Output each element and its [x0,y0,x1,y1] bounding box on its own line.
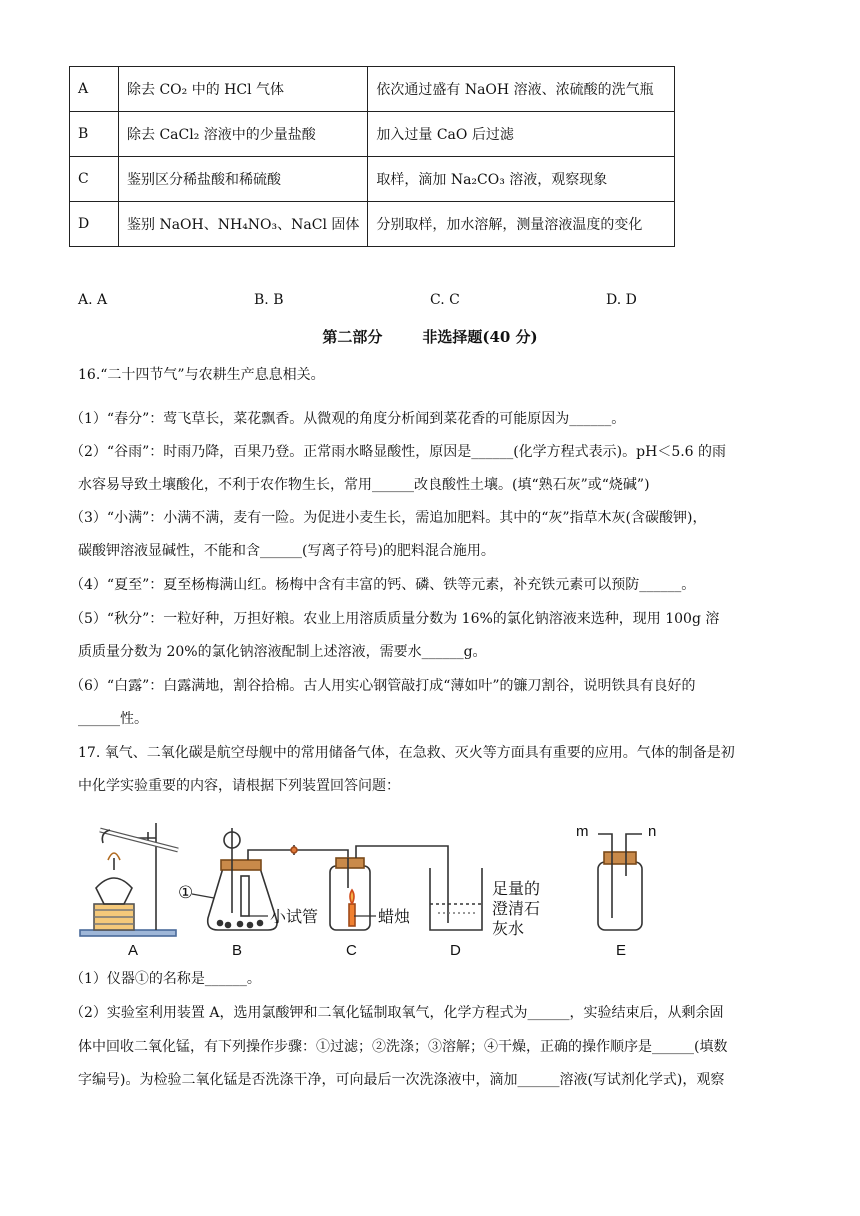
row-method: 依次通过盛有 NaOH 溶液、浓硫酸的洗气瓶 [368,67,675,112]
row-purpose: 除去 CO₂ 中的 HCl 气体 [119,67,368,112]
label-n: n [648,823,657,840]
row-purpose: 鉴别区分稀盐酸和稀硫酸 [119,157,368,202]
label-a: A [128,942,139,959]
label-b: B [232,942,243,959]
row-method: 加入过量 CaO 后过滤 [368,112,675,157]
q16-part-6: （6）“白露”：白露满地，割谷拾棉。古人用实心钢管敲打成“薄如叶”的镰刀割谷，说明铁具有良好的 [70,678,696,694]
row-letter: B [70,112,119,157]
section-heading [0,326,860,347]
row-letter: D [70,202,119,247]
choice-c[interactable]: C. C [430,292,460,308]
table-row [70,202,675,247]
row-letter: A [70,67,119,112]
label-d: D [450,942,461,959]
q16-part-3: （3）“小满”：小满不满，麦有一险。为促进小麦生长，需追加肥料。其中的“灰”指草木灰(含碳酸钾)， [70,510,707,526]
q16-part-5-cont: 质质量分数为 20%的氯化钠溶液配制上述溶液，需要水______g。 [78,644,487,660]
choice-d[interactable]: D. D [606,292,637,308]
question-17-stem-cont: 中化学实验重要的内容，请根据下列装置回答问题： [78,778,400,794]
q16-part-2-cont: 水容易导致土壤酸化，不利于农作物生长，常用______改良酸性土壤。(填“熟石灰”或“烧碱”) [78,477,650,493]
options-table [69,66,675,247]
question-16-stem: 16.“二十四节气”与农耕生产息息相关。 [78,367,325,383]
label-c: C [346,942,357,959]
q16-part-4: （4）“夏至”：夏至杨梅满山红。杨梅中含有丰富的钙、磷、铁等元素，补充铁元素可以预防______。 [70,577,696,593]
q17-part-2-cont-1: 体中回收二氧化锰，有下列操作步骤：①过滤；②洗涤；③溶解；④干燥，正确的操作顺序是______(填数 [78,1039,728,1055]
label-m: m [576,823,589,840]
q16-part-6-cont: ______性。 [78,711,148,727]
choice-a[interactable]: A. A [78,292,108,308]
label-small-tube: 小试管 [270,909,319,926]
label-limewater-3: 灰水 [492,921,525,938]
row-purpose: 鉴别 NaOH、NH₄NO₃、NaCl 固体 [119,202,368,247]
row-method: 分别取样，加水溶解，测量溶液温度的变化 [368,202,675,247]
choice-b[interactable]: B. B [254,292,284,308]
label-candle: 蜡烛 [378,909,411,926]
row-method: 取样，滴加 Na₂CO₃ 溶液，观察现象 [368,157,675,202]
apparatus-figure [78,818,698,960]
table-row [70,67,675,112]
label-e: E [616,942,627,959]
question-17-stem: 17. 氧气、二氧化碳是航空母舰中的常用储备气体，在急救、灭火等方面具有重要的应用。气体的制备是初 [78,745,735,761]
row-letter: C [70,157,119,202]
q17-part-1: （1）仪器①的名称是______。 [70,971,261,987]
table-row [70,157,675,202]
row-purpose: 除去 CaCl₂ 溶液中的少量盐酸 [119,112,368,157]
section-part: 第二部分 [322,328,383,346]
label-limewater-2: 澄清石 [492,901,541,918]
label-circle-1: ① [178,883,194,902]
q16-part-1: （1）“春分”：莺飞草长，菜花飘香。从微观的角度分析闻到菜花香的可能原因为______。 [70,411,626,427]
section-title: 非选择题(40 分) [422,328,538,346]
table-row [70,112,675,157]
q17-part-2-cont-2: 字编号)。为检验二氧化锰是否洗涤干净，可向最后一次洗涤液中，滴加______溶液(写试剂化学式)，观察 [78,1072,725,1088]
q16-part-2: （2）“谷雨”：时雨乃降，百果乃登。正常雨水略显酸性，原因是______(化学方程式表示)。pH＜5.6 的雨 [70,444,727,460]
q16-part-3-cont: 碳酸钾溶液显碱性，不能和含______(写离子符号)的肥料混合施用。 [78,543,495,559]
q17-part-2: （2）实验室利用装置 A，选用氯酸钾和二氧化锰制取氧气，化学方程式为______，实验结束后，从剩余固 [70,1005,724,1021]
label-limewater-1: 足量的 [492,881,541,898]
q16-part-5: （5）“秋分”：一粒好种，万担好粮。农业上用溶质质量分数为 16%的氯化钠溶液来选种，现用 100g 溶 [70,611,720,627]
